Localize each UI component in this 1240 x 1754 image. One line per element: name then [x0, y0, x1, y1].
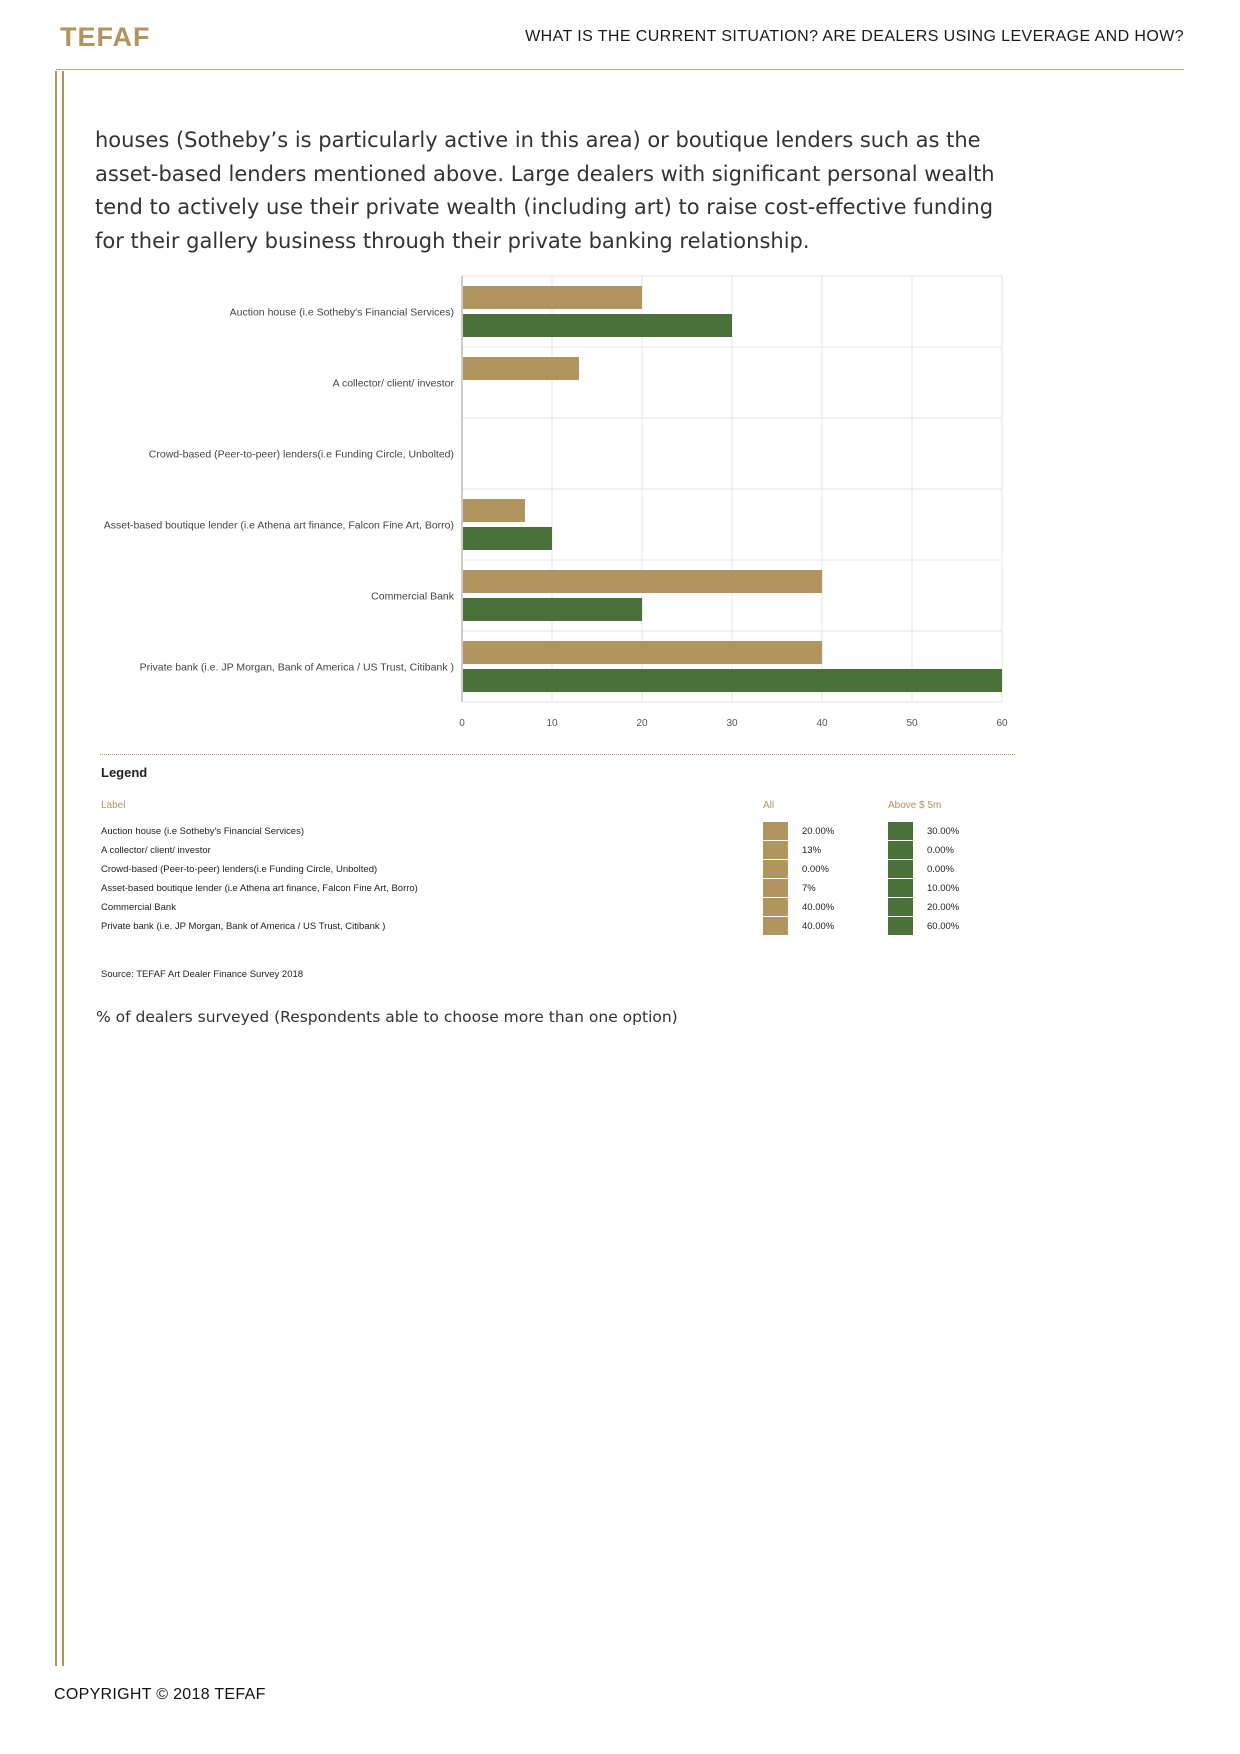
legend-row	[0, 898, 1240, 917]
legend-col-label: Label	[101, 800, 126, 811]
legend-row	[0, 860, 1240, 879]
legend-swatch-all	[763, 822, 788, 840]
legend-swatch-all	[763, 841, 788, 859]
legend-row-label: A collector/ client/ investor	[101, 845, 211, 856]
x-tick-label: 20	[636, 718, 648, 729]
legend-row-label: Asset-based boutique lender (i.e Athena art finance, Falcon Fine Art, Borro)	[101, 883, 418, 894]
category-label: Auction house (i.e Sotheby's Financial Services)	[229, 306, 454, 319]
legend-row	[0, 879, 1240, 898]
category-label: Commercial Bank	[371, 590, 454, 603]
legend-title: Legend	[101, 765, 148, 780]
legend-value-above-5m: 60.00%	[927, 921, 960, 932]
bar-above-5m	[463, 527, 552, 550]
legend-divider	[100, 754, 1015, 755]
legend-swatch-above-5m	[888, 879, 913, 897]
legend-swatch-above-5m	[888, 917, 913, 935]
section-title: WHAT IS THE CURRENT SITUATION? ARE DEALERS USING LEVERAGE AND HOW?	[525, 28, 1184, 45]
x-tick-label: 50	[906, 718, 918, 729]
bar-above-5m	[463, 669, 1002, 692]
legend-row-label: Crowd-based (Peer-to-peer) lenders(i.e Funding Circle, Unbolted)	[101, 864, 378, 875]
legend-value-all: 20.00%	[802, 826, 835, 837]
legend-value-above-5m: 0.00%	[927, 845, 954, 856]
category-label: Crowd-based (Peer-to-peer) lenders(i.e Funding Circle, Unbolted)	[148, 448, 454, 461]
category-label: Asset-based boutique lender (i.e Athena art finance, Falcon Fine Art, Borro)	[103, 519, 454, 532]
legend-row-label: Private bank (i.e. JP Morgan, Bank of America / US Trust, Citibank )	[101, 921, 386, 932]
copyright: COPYRIGHT © 2018 TEFAF	[54, 1686, 266, 1703]
legend-row-label: Auction house (i.e Sotheby's Financial Services)	[101, 826, 304, 837]
x-tick-label: 0	[459, 718, 465, 729]
bar-all	[463, 570, 822, 593]
legend-value-above-5m: 30.00%	[927, 826, 960, 837]
legend-col-all: All	[763, 800, 775, 811]
legend-swatch-above-5m	[888, 841, 913, 859]
legend-value-above-5m: 20.00%	[927, 902, 960, 913]
legend-swatch-all	[763, 898, 788, 916]
x-tick-label: 60	[996, 718, 1008, 729]
legend-row	[0, 917, 1240, 936]
legend-col-above: Above $ 5m	[888, 800, 942, 811]
legend-value-all: 7%	[802, 883, 816, 894]
bar-all	[463, 641, 822, 664]
intro-paragraph: houses (Sotheby’s is particularly active in this area) or boutique lenders such as the asset-based lenders mentioned above. Large dealers with significant personal wealth tend to actively use their private wealth (including art) to raise cost-effective funding for their gallery business through their private banking relationship.	[95, 128, 995, 253]
category-label: Private bank (i.e. JP Morgan, Bank of America / US Trust, Citibank )	[139, 661, 454, 674]
legend-swatch-above-5m	[888, 860, 913, 878]
x-tick-label: 40	[816, 718, 828, 729]
legend-value-above-5m: 10.00%	[927, 883, 960, 894]
legend-swatch-all	[763, 917, 788, 935]
chart-caption: % of dealers surveyed (Respondents able to choose more than one option)	[96, 1008, 678, 1026]
lender-bar-chart	[0, 0, 1240, 740]
bar-all	[463, 499, 525, 522]
x-tick-label: 30	[726, 718, 738, 729]
legend-row-label: Commercial Bank	[101, 902, 176, 913]
bar-above-5m	[463, 598, 642, 621]
tefaf-logo: TEFAF	[60, 22, 151, 52]
legend-value-all: 13%	[802, 845, 822, 856]
category-label: A collector/ client/ investor	[332, 377, 454, 390]
legend-value-above-5m: 0.00%	[927, 864, 954, 875]
legend-swatch-above-5m	[888, 822, 913, 840]
legend-swatch-all	[763, 860, 788, 878]
x-tick-label: 10	[546, 718, 558, 729]
source-note: Source: TEFAF Art Dealer Finance Survey 2018	[101, 969, 304, 980]
bar-all	[463, 286, 642, 309]
legend-value-all: 0.00%	[802, 864, 829, 875]
bar-above-5m	[463, 314, 732, 337]
legend-row	[0, 841, 1240, 860]
legend-value-all: 40.00%	[802, 921, 835, 932]
bar-all	[463, 357, 579, 380]
legend-swatch-above-5m	[888, 898, 913, 916]
legend-row	[0, 822, 1240, 841]
legend-value-all: 40.00%	[802, 902, 835, 913]
legend-swatch-all	[763, 879, 788, 897]
